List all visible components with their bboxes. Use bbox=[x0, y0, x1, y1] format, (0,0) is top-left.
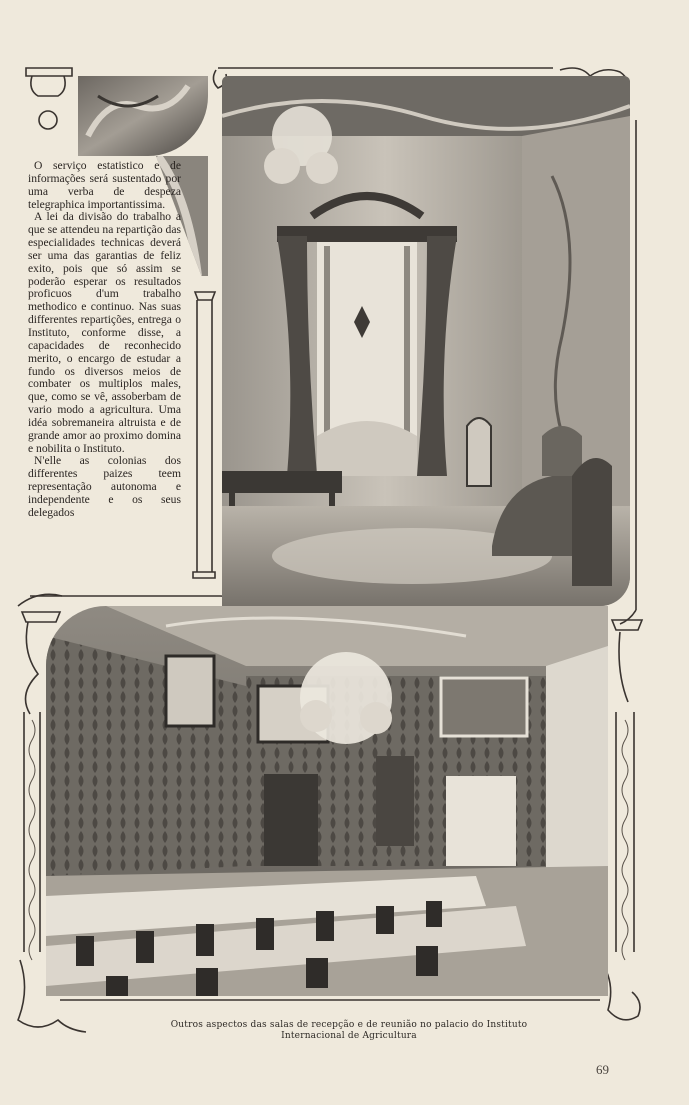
article-paragraph: N'elle as colonias dos differentes paizes teem representação autonoma e independente e os seus delegados bbox=[28, 454, 181, 519]
meeting-hall-photo bbox=[46, 606, 608, 996]
figure-caption-line: Internacional de Agricultura bbox=[281, 1031, 417, 1041]
bedroom-photo bbox=[222, 76, 630, 606]
article-text bbox=[28, 160, 181, 520]
figure-caption bbox=[100, 1020, 598, 1042]
figure-caption-line: Outros aspectos das salas de recepção e de reunião no palacio do Instituto bbox=[170, 1020, 528, 1030]
page-number: 69 bbox=[596, 1062, 609, 1077]
article-paragraph: A lei da divisão do trabalho a que se attendeu na repartição das especialidades technicas deverá ser uma das garantias de feliz exito, pois que só assim se poderão esperar os resultados proficuos d'um trabalho methodico e continuo. Nas suas differentes repartições, entrega o Instituto, conforme disse, a capacidades de reconhecido merito, o encargo de estudar a fundo os diversos meios de combater os multiplos males, que, como se vê, assoberbam de vario modo a agricultura. Uma idéa sobremaneira altruista e de grande amor ao proximo domina e nobilita o Instituto. bbox=[28, 210, 181, 455]
article-paragraph: O serviço estatistico e de informações será sustentado por uma verba de despeza telegraphica importantissima. bbox=[28, 159, 181, 211]
